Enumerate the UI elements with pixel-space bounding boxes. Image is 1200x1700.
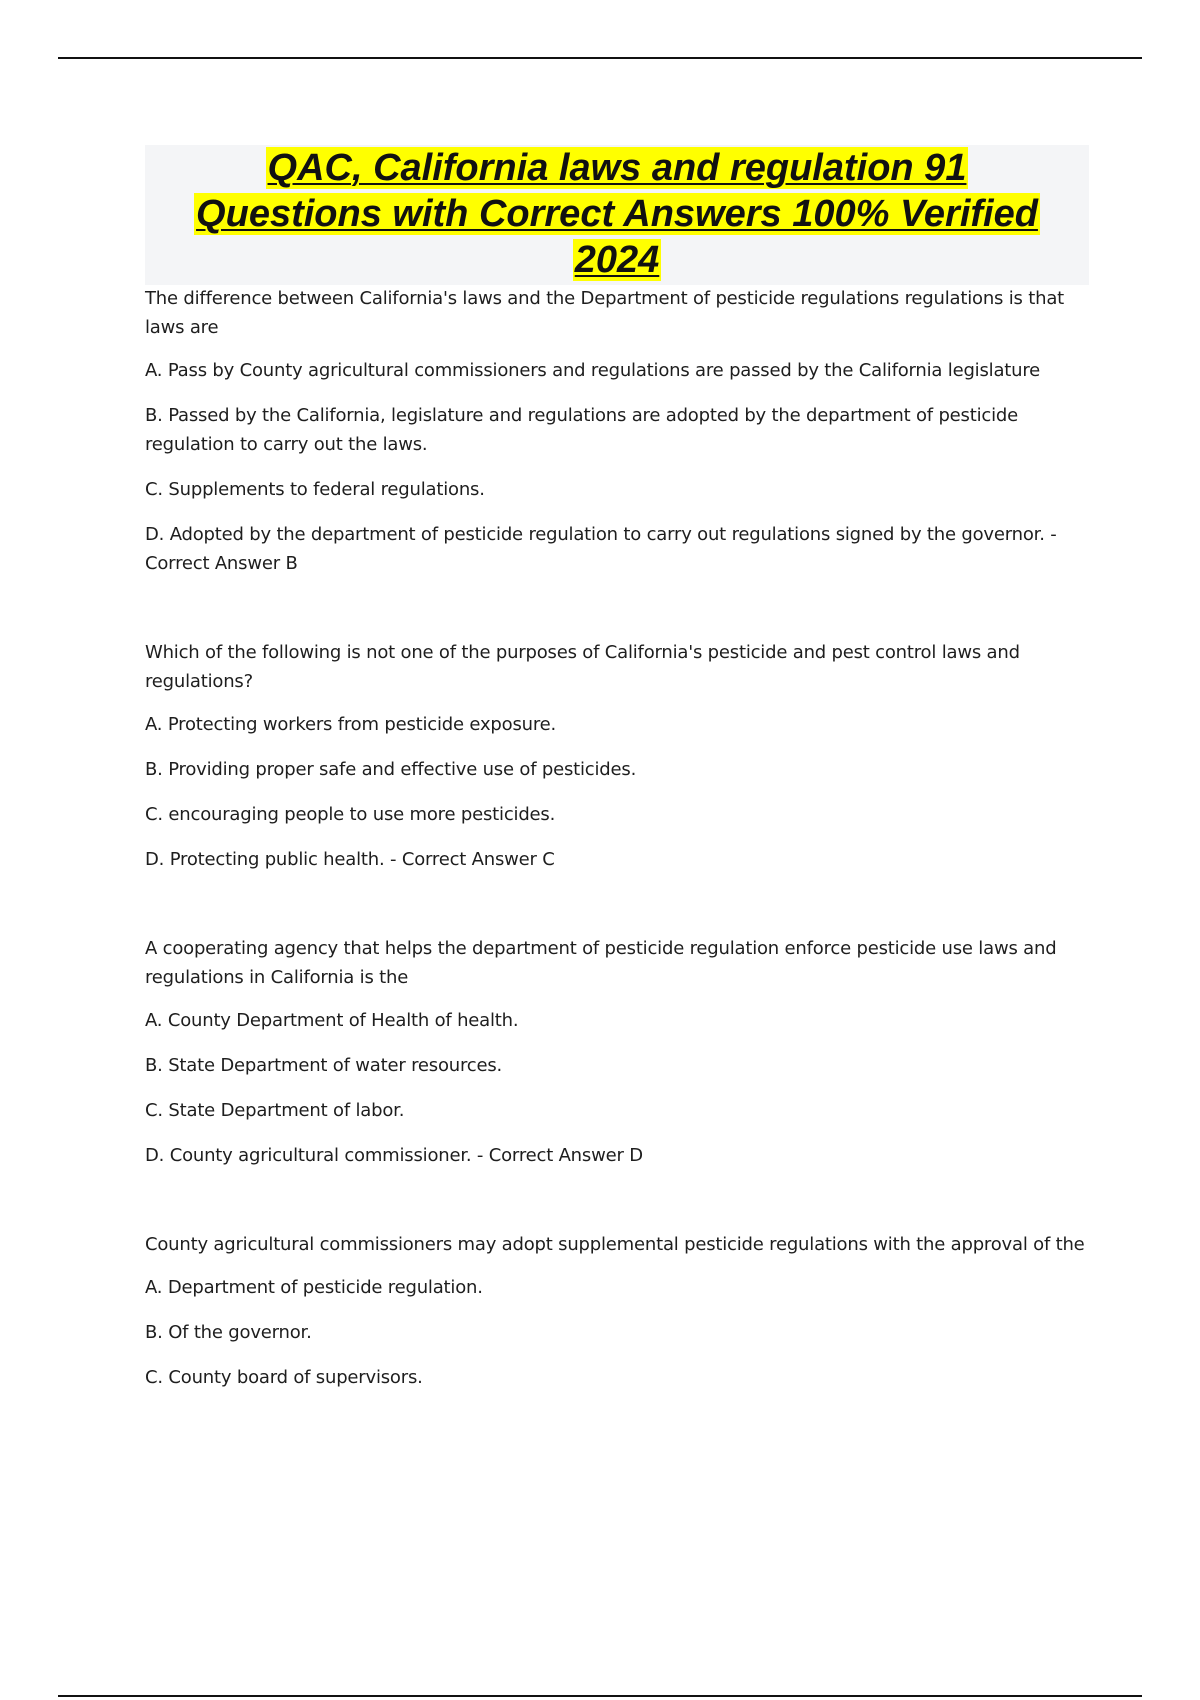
- document-title: [145, 145, 1089, 283]
- answer-option: D. County agricultural commissioner. - Correct Answer D: [145, 1145, 643, 1166]
- answer-option: A. Pass by County agricultural commissioners and regulations are passed by the California legislature: [145, 360, 1041, 381]
- answer-option: C. encouraging people to use more pesticides.: [145, 804, 556, 825]
- title-line: Questions with Correct Answers 100% Verified: [196, 193, 1038, 235]
- question-block: [145, 934, 1090, 1170]
- answer-option: B. Of the governor.: [145, 1322, 312, 1343]
- answer-option: A. Protecting workers from pesticide exposure.: [145, 714, 557, 735]
- answer-option: D. Protecting public health. - Correct Answer C: [145, 849, 555, 870]
- question-text: The difference between California's laws and the Department of pesticide regulations regulations is that laws are: [145, 288, 1065, 338]
- answer-option: C. State Department of labor.: [145, 1100, 405, 1121]
- question-text: County agricultural commissioners may adopt supplemental pesticide regulations with the approval of the: [145, 1234, 1085, 1255]
- title-box: [145, 145, 1089, 285]
- top-rule: [58, 57, 1142, 59]
- answer-option: B. Providing proper safe and effective use of pesticides.: [145, 759, 637, 780]
- answer-option: A. County Department of Health of health.: [145, 1010, 519, 1031]
- answer-option: C. Supplements to federal regulations.: [145, 479, 485, 500]
- question-block: [145, 638, 1090, 874]
- answer-option: B. State Department of water resources.: [145, 1055, 503, 1076]
- document-body: [145, 284, 1090, 1452]
- title-line: 2024: [574, 239, 660, 281]
- question-text: A cooperating agency that helps the department of pesticide regulation enforce pesticide use laws and regulations in California is the: [145, 938, 1057, 988]
- answer-option: A. Department of pesticide regulation.: [145, 1277, 483, 1298]
- answer-option: C. County board of supervisors.: [145, 1367, 423, 1388]
- title-line: QAC, California laws and regulation 91: [267, 147, 967, 189]
- question-text: Which of the following is not one of the purposes of California's pesticide and pest control laws and regulations?: [145, 642, 1020, 692]
- answer-option: B. Passed by the California, legislature and regulations are adopted by the department of pesticide regulation to carry out the laws.: [145, 405, 1018, 455]
- question-block: [145, 284, 1090, 578]
- question-block: [145, 1230, 1090, 1392]
- answer-option: D. Adopted by the department of pesticide regulation to carry out regulations signed by the governor. - Correct Answer B: [145, 524, 1057, 574]
- bottom-rule: [58, 1695, 1142, 1697]
